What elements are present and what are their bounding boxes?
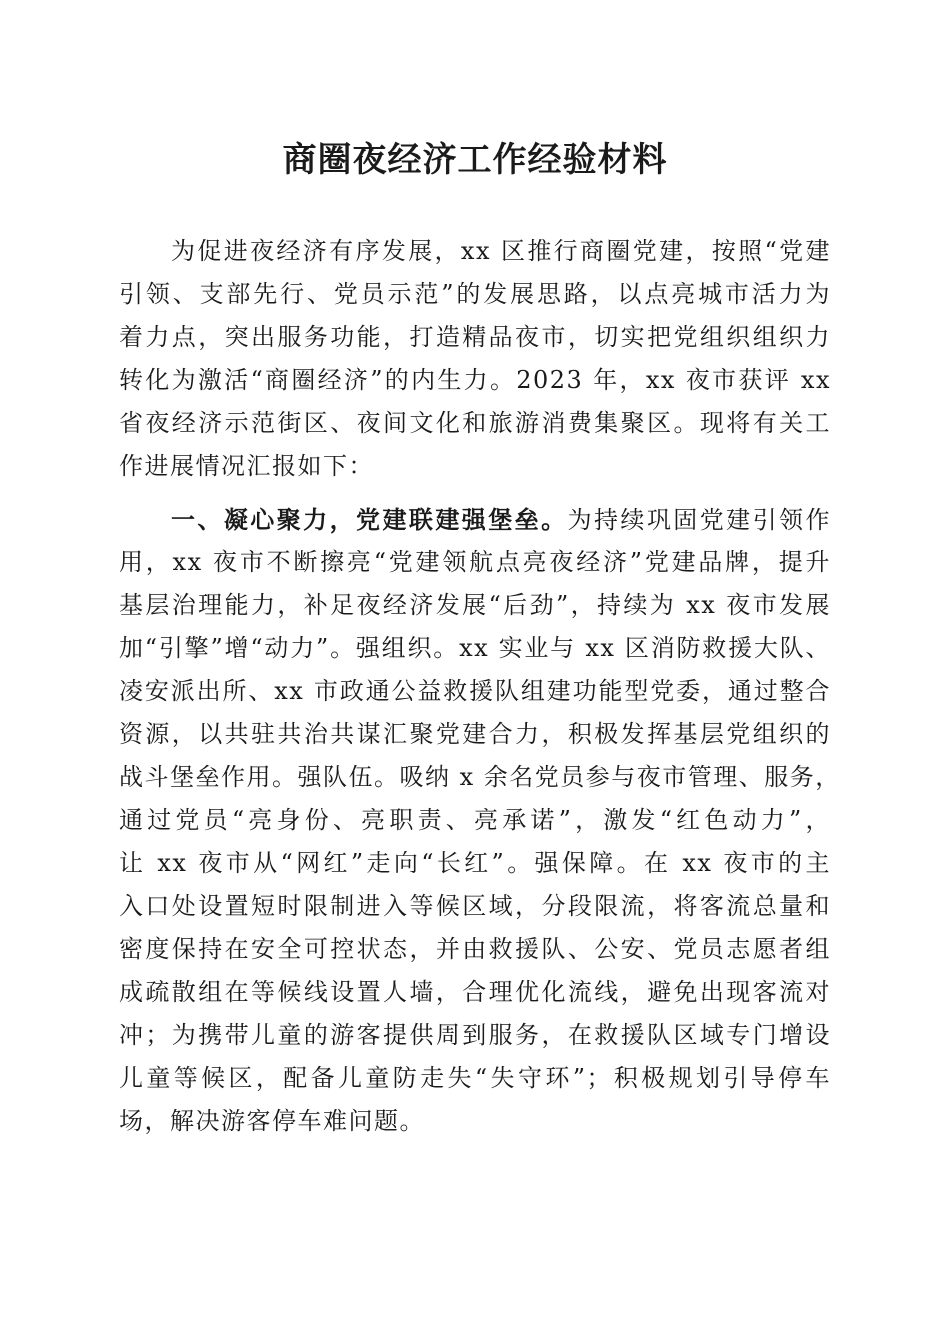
paragraph-line: 密度保持在安全可控状态，并由救援队、公安、党员志愿者组 — [119, 935, 831, 963]
document-title: 商圈夜经济工作经验材料 — [282, 140, 668, 180]
paragraph-line: 场，解决游客停车难问题。 — [119, 1107, 425, 1135]
section-one-paragraph — [119, 498, 841, 1143]
intro-paragraph — [119, 230, 831, 488]
paragraph-line: 转化为激活“商圈经济”的内生力。2023 年，xx 夜市获评 xx — [119, 366, 831, 394]
paragraph-line: 凌安派出所、xx 市政通公益救援队组建功能型党委，通过整合 — [119, 677, 831, 705]
paragraph-line: 战斗堡垒作用。强队伍。吸纳 x 余名党员参与夜市管理、服务， — [119, 763, 841, 791]
paragraph-line: 通过党员“亮身份、亮职责、亮承诺”，激发“红色动力”， — [119, 806, 831, 834]
paragraph-line: 入口处设置短时限制进入等候区域，分段限流，将客流总量和 — [119, 892, 831, 920]
paragraph-line: 儿童等候区，配备儿童防走失“失守环”；积极规划引导停车 — [119, 1064, 831, 1092]
paragraph-line: 为促进夜经济有序发展，xx 区推行商圈党建，按照“党建 — [171, 237, 831, 265]
paragraph-first-line — [119, 498, 831, 541]
paragraph-line: 冲；为携带儿童的游客提供周到服务，在救援队区域专门增设 — [119, 1021, 831, 1049]
paragraph-line: 引领、支部先行、党员示范”的发展思路，以点亮城市活力为 — [119, 280, 831, 308]
paragraph-line: 加“引擎”增“动力”。强组织。xx 实业与 xx 区消防救援大队、 — [119, 634, 831, 662]
paragraph-line: 资源，以共驻共治共谋汇聚党建合力，积极发挥基层党组织的 — [119, 720, 831, 748]
paragraph-line: 着力点，突出服务功能，打造精品夜市，切实把党组织组织力 — [119, 323, 831, 351]
paragraph-line-rest: 为持续巩固党建引领作 — [567, 506, 831, 534]
paragraph-line: 成疏散组在等候线设置人墙，合理优化流线，避免出现客流对 — [119, 978, 831, 1006]
paragraph-line: 作进展情况汇报如下： — [119, 452, 374, 480]
section-heading: 一、凝心聚力，党建联建强堡垒。 — [171, 505, 568, 534]
paragraph-line: 用，xx 夜市不断擦亮“党建领航点亮夜经济”党建品牌，提升 — [119, 548, 831, 576]
paragraph-line: 基层治理能力，补足夜经济发展“后劲”，持续为 xx 夜市发展 — [119, 591, 831, 619]
paragraph-line: 让 xx 夜市从“网红”走向“长红”。强保障。在 xx 夜市的主 — [119, 849, 831, 877]
paragraph-line: 省夜经济示范街区、夜间文化和旅游消费集聚区。现将有关工 — [119, 409, 831, 437]
